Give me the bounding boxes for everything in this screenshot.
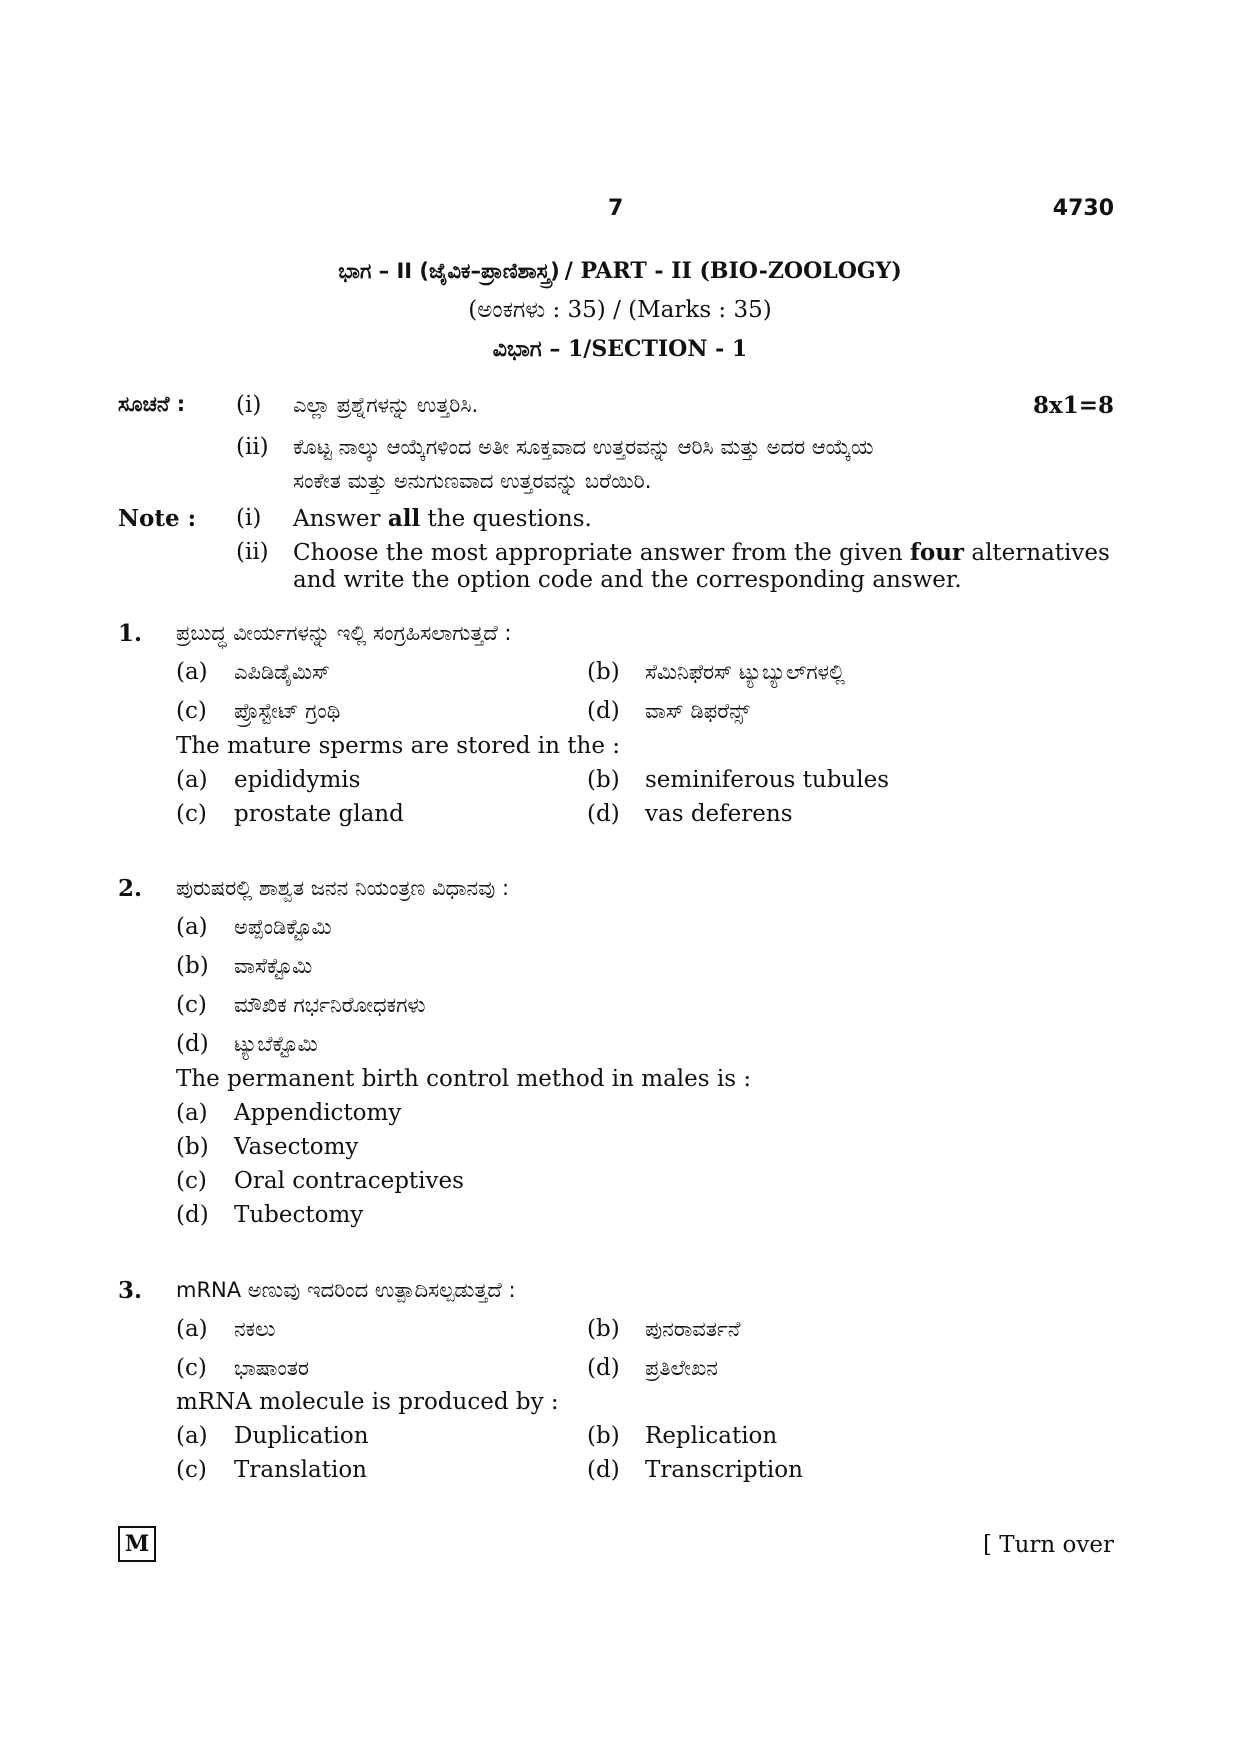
- option-label: (c): [176, 1355, 207, 1381]
- instruction-text: ಕೊಟ್ಟ ನಾಲ್ಕು ಆಯ್ಕೆಗಳಿಂದ ಅತೀ ಸೂಕ್ತವಾದ ಉತ್ತರವನ್ನು ಆರಿಸಿ ಮತ್ತು ಅದರ ಆಯ್ಕೆಯ: [293, 435, 874, 459]
- option-text-en: Tubectomy: [234, 1202, 364, 1228]
- option-text-kn: ಸೆಮಿನಿಫೆರಸ್ ಟ್ಯುಬ್ಯುಲ್‌ಗಳಲ್ಲಿ: [645, 660, 845, 684]
- question-number: 3.: [118, 1277, 143, 1304]
- question-stem-en: The permanent birth control method in males is :: [176, 1066, 752, 1092]
- paper-code: 4730: [1052, 196, 1114, 221]
- note-num: (ii): [236, 539, 269, 565]
- option-text-en: Oral contraceptives: [234, 1168, 464, 1194]
- option-text-kn: ಅಪ್ಪೆಂಡಿಕ್ಟೊಮಿ: [234, 915, 332, 939]
- option-text-en: Vasectomy: [234, 1134, 359, 1160]
- option-text-kn: ಪುನರಾವರ್ತನೆ: [645, 1317, 741, 1341]
- instructions-label-kn: ಸೂಚನೆ :: [118, 392, 186, 416]
- option-text-en: Replication: [645, 1423, 778, 1449]
- option-label: (a): [176, 659, 208, 685]
- option-text-kn: ಮೌಖಿಕ ಗರ್ಭನಿರೋಧಕಗಳು: [234, 993, 426, 1017]
- note-label: Note :: [118, 505, 197, 532]
- option-text-en: Duplication: [234, 1423, 369, 1449]
- option-label: (b): [176, 1134, 209, 1160]
- question-stem-en: The mature sperms are stored in the :: [176, 733, 620, 759]
- note-text-bold: all: [387, 505, 421, 532]
- instruction-num: (i): [236, 392, 262, 418]
- option-text-kn: ಭಾಷಾಂತರ: [234, 1356, 309, 1380]
- option-label: (d): [176, 1202, 209, 1228]
- option-label: (b): [176, 953, 209, 979]
- instruction-num: (ii): [236, 434, 269, 460]
- option-label: (d): [587, 698, 620, 724]
- option-label: (a): [176, 767, 208, 793]
- part-title-kn: ಭಾಗ – II (ಜೈವಿಕ–ಪ್ರಾಣಿಶಾಸ್ತ್ರ): [338, 259, 560, 283]
- option-label: (b): [587, 1423, 620, 1449]
- question-number: 1.: [118, 620, 143, 647]
- option-text-kn: ಎಪಿಡಿಡೈಮಿಸ್: [234, 660, 330, 684]
- option-label: (b): [587, 767, 620, 793]
- option-text-en: seminiferous tubules: [645, 767, 890, 793]
- option-text-en: prostate gland: [234, 801, 404, 827]
- instruction-text: ಎಲ್ಲಾ ಪ್ರಶ್ನೆಗಳನ್ನು ಉತ್ತರಿಸಿ.: [293, 393, 479, 417]
- option-text-kn: ನಕಲು: [234, 1317, 276, 1341]
- note-text: [293, 539, 1110, 566]
- option-text-kn: ಪ್ರತಿಲೇಖನ: [645, 1356, 718, 1380]
- section-title: ವಿಭಾಗ – 1/SECTION - 1: [492, 336, 748, 362]
- option-label: (d): [587, 1355, 620, 1381]
- option-label: (d): [176, 1031, 209, 1057]
- note-num: (i): [236, 505, 262, 531]
- note-text-bold: four: [909, 539, 965, 566]
- option-label: (a): [176, 1423, 208, 1449]
- option-label: (a): [176, 1100, 208, 1126]
- option-label: (c): [176, 698, 207, 724]
- turn-over-note: [ Turn over: [982, 1532, 1114, 1558]
- option-text-en: Appendictomy: [234, 1100, 402, 1126]
- note-text: and write the option code and the corresponding answer.: [293, 567, 962, 593]
- option-label: (d): [587, 801, 620, 827]
- option-text-kn: ಟ್ಯುಬೆಕ್ಟೊಮಿ: [234, 1032, 318, 1056]
- question-stem-kn: ಪ್ರಬುದ್ಧ ವೀರ್ಯಗಳನ್ನು ಇಲ್ಲಿ ಸಂಗ್ರಹಿಸಲಾಗುತ್ತದೆ :: [176, 621, 512, 645]
- option-label: (c): [176, 1457, 207, 1483]
- note-text-part: Answer: [293, 506, 388, 532]
- question-number: 2.: [118, 875, 143, 902]
- option-text-kn: ವಾಸೆಕ್ಟೊಮಿ: [234, 954, 313, 978]
- option-label: (b): [587, 1316, 620, 1342]
- note-text: [293, 505, 592, 532]
- option-label: (a): [176, 914, 208, 940]
- option-text-en: vas deferens: [645, 801, 793, 827]
- option-text-en: epididymis: [234, 767, 361, 793]
- note-text-part: alternatives: [964, 540, 1110, 566]
- question-stem-kn: ಪುರುಷರಲ್ಲಿ ಶಾಶ್ವತ ಜನನ ನಿಯಂತ್ರಣ ವಿಧಾನವು :: [176, 876, 510, 900]
- option-text-en: Translation: [234, 1457, 367, 1483]
- paper-mark-box: M: [118, 1526, 156, 1562]
- note-text-part: Choose the most appropriate answer from the given: [293, 540, 910, 566]
- option-label: (c): [176, 801, 207, 827]
- marks-line: (ಅಂಕಗಳು : 35) / (Marks : 35): [468, 297, 772, 323]
- option-text-en: Transcription: [645, 1457, 803, 1483]
- option-text-kn: ವಾಸ್ ಡಿಫರೆನ್ಸ್: [645, 699, 750, 723]
- note-text-part: the questions.: [420, 506, 592, 532]
- part-title: [0, 258, 1240, 284]
- option-label: (c): [176, 992, 207, 1018]
- instruction-text: ಸಂಕೇತ ಮತ್ತು ಅನುಗುಣವಾದ ಉತ್ತರವನ್ನು ಬರೆಯಿರಿ.: [293, 469, 652, 493]
- page-number: 7: [608, 196, 624, 221]
- option-label: (c): [176, 1168, 207, 1194]
- option-text-kn: ಪ್ರೊಸ್ಟೇಟ್ ಗ್ರಂಥಿ: [234, 699, 341, 723]
- question-stem-en: mRNA molecule is produced by :: [176, 1389, 559, 1415]
- marks-formula: 8x1=8: [1033, 392, 1114, 419]
- part-title-en: / PART - II (BIO-ZOOLOGY): [564, 258, 902, 284]
- option-label: (b): [587, 659, 620, 685]
- question-stem-kn: mRNA ಅಣುವು ಇದರಿಂದ ಉತ್ಪಾದಿಸಲ್ಪಡುತ್ತದೆ :: [176, 1278, 516, 1302]
- option-label: (a): [176, 1316, 208, 1342]
- option-label: (d): [587, 1457, 620, 1483]
